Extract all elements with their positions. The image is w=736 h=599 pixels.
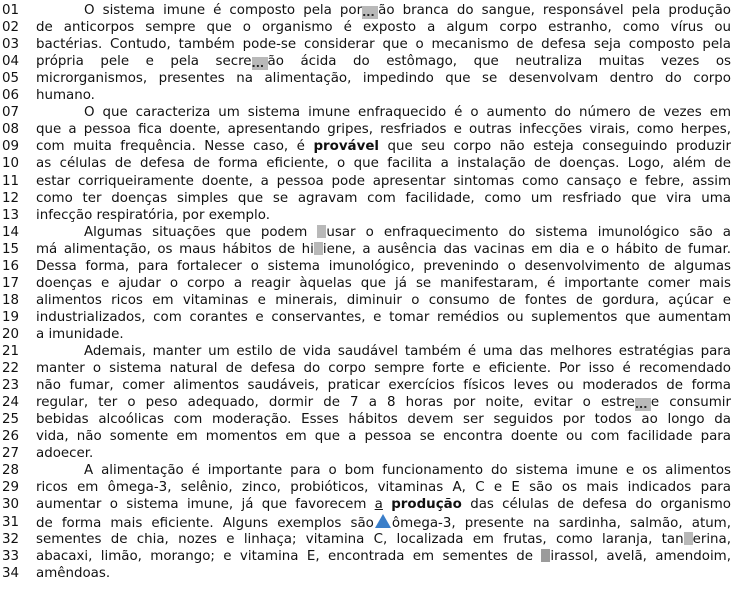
line-text	[36, 394, 731, 411]
redacted-gap: ...	[635, 398, 651, 411]
text-line	[0, 2, 736, 19]
line-text	[36, 479, 731, 496]
text-line	[0, 53, 736, 70]
line-number: 23	[2, 378, 20, 394]
line-text	[36, 224, 731, 241]
text-run: aumentar o sistema imune, já que favorecem	[36, 497, 375, 513]
line-number: 21	[2, 344, 20, 359]
text-line	[0, 462, 736, 479]
text-line	[0, 360, 736, 377]
text-run: industrializados, com corantes e conservantes, e tomar remédios ou suplementos que aumentam	[36, 309, 731, 325]
redacted-gap	[684, 532, 693, 545]
text-run: de anticorpos sempre que o organismo é exposto a algum corpo estranho, como vírus ou	[36, 20, 731, 36]
line-number: 15	[2, 241, 20, 257]
text-run: bebidas alcoólicas com moderação. Esses hábitos devem ser seguidos por todos ao longo da	[36, 412, 731, 428]
text-run: e consumir	[650, 395, 731, 411]
text-run: abacaxi, limão, morango; e vitamina E, encontrada em sementes de	[36, 548, 542, 564]
text-run: doenças e ajudar o corpo a reagir àquelas que já se manifestaram, é importante comer mais	[36, 275, 731, 291]
line-text	[36, 258, 731, 275]
text-line	[0, 411, 736, 428]
text-run: amêndoas.	[36, 565, 111, 581]
text-run: própria pele e pela secre	[36, 54, 252, 70]
line-number: 17	[2, 275, 20, 291]
line-number: 20	[2, 326, 20, 342]
line-number: 14	[2, 224, 20, 240]
text-run: usar o enfraquecimento do sistema imunológico são a	[326, 224, 731, 240]
text-line	[0, 292, 736, 309]
text-line	[0, 190, 736, 207]
text-run: as células de defesa de forma eficiente, o que facilita a instalação de doenças. Logo, além de	[36, 156, 731, 172]
text-run: a imunidade.	[36, 326, 124, 342]
line-number: 02	[2, 20, 20, 36]
line-text	[36, 104, 731, 121]
line-text	[36, 207, 731, 224]
line-text	[36, 19, 731, 36]
bold-word: provável	[313, 139, 379, 155]
text-run: vida, não somente em momentos em que a pessoa se encontra doente ou com facilidade para	[36, 429, 731, 445]
line-text	[36, 514, 731, 531]
text-run: que seu corpo não esteja conseguindo produzir	[379, 139, 731, 155]
text-line	[0, 377, 736, 394]
text-run: microrganismos, presentes na alimentação, impedindo que se desenvolvam dentro do corpo	[36, 71, 731, 87]
line-text	[36, 462, 731, 479]
line-number: 29	[2, 480, 20, 496]
text-run: ão ácida do estômago, que neutraliza muitas vezes os	[267, 54, 731, 70]
text-run: de forma mais eficiente. Alguns exemplos são	[36, 515, 374, 531]
line-number: 09	[2, 139, 20, 155]
text-line	[0, 70, 736, 87]
text-line	[0, 514, 736, 531]
line-text	[36, 411, 731, 428]
text-run: alimentos ricos em vitaminas e minerais, diminuir o consumo de fontes de gordura, açúcar e	[36, 292, 731, 308]
text-line	[0, 428, 736, 445]
text-line	[0, 19, 736, 36]
line-text	[36, 326, 731, 343]
line-number: 18	[2, 292, 20, 308]
line-number: 27	[2, 446, 20, 462]
line-number: 33	[2, 548, 20, 564]
text-run	[383, 497, 391, 512]
redacted-gap	[314, 242, 323, 255]
text-line	[0, 326, 736, 343]
line-text	[36, 70, 731, 87]
line-number: 07	[2, 105, 20, 121]
text-run: ão branca do sangue, responsável pela produção	[378, 3, 731, 18]
line-number: 04	[2, 54, 20, 70]
text-run: irassol, avelã, amendoim,	[550, 548, 731, 564]
line-number: 28	[2, 463, 20, 479]
text-line	[0, 155, 736, 172]
text-line	[0, 496, 736, 513]
text-line	[0, 548, 736, 565]
text-run: com muita frequência. Nesse caso, é	[36, 139, 314, 155]
text-line	[0, 138, 736, 155]
line-number: 01	[2, 3, 20, 18]
line-number: 16	[2, 258, 20, 274]
text-run: O sistema imune é composto pela por	[84, 3, 363, 18]
text-line	[0, 275, 736, 292]
line-text	[36, 360, 731, 377]
line-text	[36, 173, 731, 190]
text-run: A alimentação é importante para o bom funcionamento do sistema imune e os alimentos	[84, 463, 731, 479]
text-run: que a pessoa fica doente, apresentando gripes, resfriados e outras infecções virais, como herpes,	[36, 122, 731, 138]
line-number: 34	[2, 565, 20, 581]
bold-word: produção	[391, 497, 462, 513]
text-line	[0, 258, 736, 275]
line-text	[36, 445, 731, 462]
text-line	[0, 531, 736, 548]
line-text	[36, 87, 731, 104]
text-run: manter o sistema natural de defesa do corpo sempre forte e eficiente. Por isso é recomendado	[36, 361, 731, 377]
line-text	[36, 275, 731, 292]
text-run: humano.	[36, 88, 95, 104]
line-text	[36, 53, 731, 70]
line-number: 24	[2, 395, 20, 411]
line-number: 06	[2, 88, 20, 104]
text-run: como ter doenças simples que se agravam com facilidade, como um resfriado que vira uma	[36, 190, 731, 206]
text-line	[0, 224, 736, 241]
text-run: infecção respiratória, por exemplo.	[36, 207, 270, 223]
redacted-gap: ...	[362, 6, 378, 19]
line-text	[36, 565, 731, 582]
text-line	[0, 87, 736, 104]
line-text	[36, 36, 731, 53]
line-text	[36, 190, 731, 207]
line-number: 11	[2, 173, 20, 189]
text-run: erina,	[692, 531, 731, 547]
line-text	[36, 138, 731, 155]
text-line	[0, 104, 736, 121]
text-line	[0, 394, 736, 411]
text-run: O que caracteriza um sistema imune enfraquecido é o aumento do número de vezes em	[84, 105, 731, 121]
line-text	[36, 377, 731, 394]
text-run: ricos em ômega-3, selênio, zinco, probióticos, vitaminas A, C e E são os mais indicados para	[36, 480, 731, 496]
text-run: iene, a ausência das vacinas em dia e o hábito de fumar.	[322, 241, 731, 257]
text-line	[0, 565, 736, 582]
triangle-marker-icon	[375, 514, 391, 528]
text-line	[0, 479, 736, 496]
line-number: 10	[2, 156, 20, 172]
text-run: não fumar, comer alimentos saudáveis, praticar exercícios físicos leves ou moderados de forma	[36, 378, 731, 394]
text-run: bactérias. Contudo, também pode-se considerar que o mecanismo de defesa seja composto pela	[36, 37, 731, 53]
text-line	[0, 36, 736, 53]
line-number: 12	[2, 190, 20, 206]
text-run: Ademais, manter um estilo de vida saudável também é uma das melhores estratégias para	[84, 344, 731, 359]
text-run: das células de defesa do organismo	[461, 497, 731, 513]
text-run: má alimentação, os maus hábitos de hi	[36, 241, 314, 257]
line-text	[36, 292, 731, 309]
text-line	[0, 343, 736, 360]
line-text	[36, 548, 731, 565]
text-run: Algumas situações que podem	[84, 224, 318, 240]
text-line	[0, 445, 736, 462]
text-line	[0, 121, 736, 138]
line-text	[36, 309, 731, 326]
text-run: adoecer.	[36, 446, 94, 462]
text-line	[0, 309, 736, 326]
line-number: 31	[2, 514, 20, 530]
redacted-gap: ...	[252, 57, 268, 70]
text-run: Dessa forma, para fortalecer o sistema imunológico, prevenindo o desenvolvimento de algumas	[36, 258, 731, 274]
line-text	[36, 155, 731, 172]
line-number: 05	[2, 71, 20, 87]
text-run: estar corriqueiramente doente, a pessoa pode apresentar sintomas como cansaço e febre, assim	[36, 173, 731, 189]
line-text	[36, 428, 731, 445]
text-run: sementes de chia, nozes e linhaça; vitamina C, localizada em frutas, como laranja, tan	[36, 531, 684, 547]
text-run: regular, ter o peso adequado, dormir de 7 a 8 horas por noite, evitar o estre	[36, 395, 635, 411]
line-number: 03	[2, 37, 20, 53]
line-number: 22	[2, 361, 20, 377]
underlined-word: a	[374, 497, 383, 513]
line-text	[36, 343, 731, 360]
line-number: 32	[2, 531, 20, 547]
line-text	[36, 496, 731, 513]
line-text	[36, 531, 731, 548]
line-text	[36, 241, 731, 258]
line-number: 25	[2, 412, 20, 428]
line-number: 26	[2, 429, 20, 445]
line-number: 19	[2, 309, 20, 325]
text-line	[0, 241, 736, 258]
text-run: ômega-3, presente na sardinha, salmão, atum,	[391, 515, 731, 531]
line-number: 30	[2, 497, 20, 513]
text-line	[0, 207, 736, 224]
line-text	[36, 121, 731, 138]
line-number: 08	[2, 122, 20, 138]
line-text	[36, 2, 731, 19]
line-number: 13	[2, 207, 20, 223]
text-line	[0, 173, 736, 190]
